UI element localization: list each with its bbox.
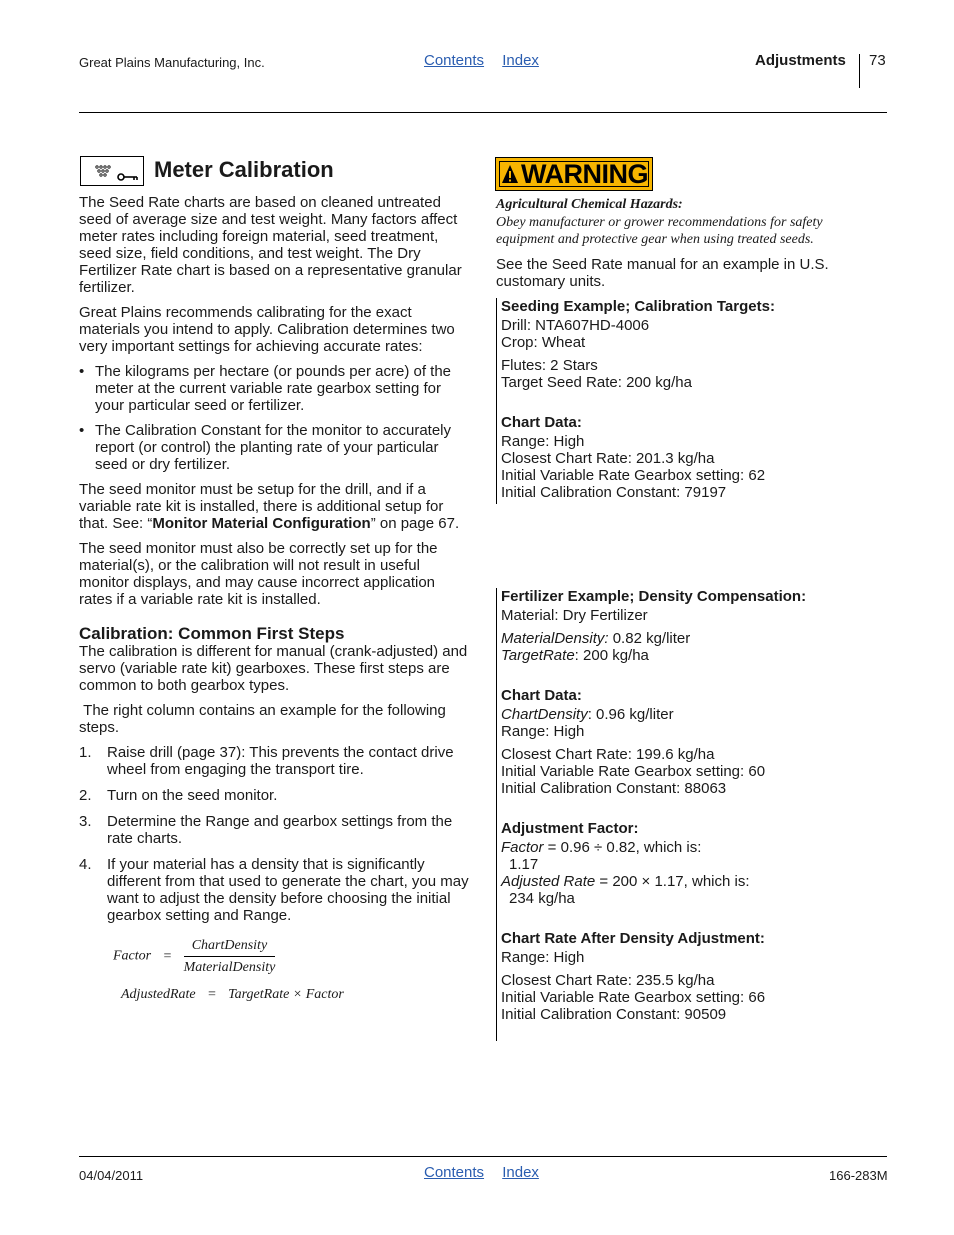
subheading-first-steps: Calibration: Common First Steps bbox=[79, 624, 345, 643]
step-text: Determine the Range and gearbox settings from the rate charts. bbox=[107, 813, 453, 847]
header-rule bbox=[79, 112, 887, 113]
formula-lhs: AdjustedRate bbox=[121, 987, 196, 1002]
list-item: • The Calibration Constant for the monitor to accurately report (or control) the planting rate of your particular seed or dry fertilizer. bbox=[79, 422, 471, 473]
header-divider bbox=[859, 54, 860, 88]
seeding-calibration-constant: Initial Calibration Constant: 79197 bbox=[501, 484, 727, 501]
example-note: The right column contains an example for the following steps. bbox=[79, 702, 451, 736]
us-units-note: See the Seed Rate manual for an example in U.S. customary units. bbox=[496, 256, 829, 290]
formula-equals: = bbox=[162, 948, 173, 964]
seeding-chart-heading: Chart Data: bbox=[501, 414, 582, 431]
formula-rhs: TargetRate × Factor bbox=[228, 987, 344, 1002]
seeding-crop: Crop: Wheat bbox=[501, 334, 586, 351]
seeding-heading: Seeding Example; Calibration Targets: bbox=[501, 298, 775, 315]
fertilizer-range: Range: High bbox=[501, 723, 585, 740]
formula-equals: = bbox=[207, 987, 217, 1002]
fertilizer-chart-density bbox=[501, 706, 886, 723]
seeding-flutes: Flutes: 2 Stars bbox=[501, 357, 598, 374]
monitor-paragraph: The seed monitor must also be correctly set up for the material(s), or the calibration will not result in useful monitor displays, and may cause incorrect application rates if a variable rate kit is installed. bbox=[79, 540, 438, 608]
target-label: TargetRate bbox=[501, 647, 575, 664]
settings-list bbox=[79, 363, 471, 473]
header-section-title: Adjustments bbox=[755, 52, 846, 69]
fertilizer-gearbox-setting: Initial Variable Rate Gearbox setting: 60 bbox=[501, 763, 766, 780]
factor-formula bbox=[113, 937, 275, 976]
footer-date: 04/04/2011 bbox=[79, 1168, 144, 1183]
factor-result: 1.17 bbox=[509, 856, 539, 873]
monitor-config-reference: Monitor Material Configuration bbox=[152, 515, 371, 532]
header-contents-link[interactable]: Contents bbox=[424, 52, 485, 69]
setup-text-c: ” on page 67. bbox=[370, 515, 460, 532]
hazard-heading: Agricultural Chemical Hazards: bbox=[496, 197, 683, 212]
section-title: Meter Calibration bbox=[154, 157, 334, 182]
hazard-text: Obey manufacturer or grower recommendations for safety equipment and protective gear when using treated seeds. bbox=[496, 215, 823, 247]
after-range: Range: High bbox=[501, 949, 585, 966]
density-label: MaterialDensity: bbox=[501, 630, 609, 647]
header-nav bbox=[424, 52, 553, 69]
step-number: 1. bbox=[79, 744, 92, 761]
formula-fraction bbox=[184, 937, 276, 976]
page-number: 73 bbox=[869, 52, 886, 69]
formula-numerator: ChartDensity bbox=[184, 937, 276, 957]
seeding-target: Target Seed Rate: 200 kg/ha bbox=[501, 374, 692, 391]
list-item bbox=[79, 813, 471, 847]
header-company: Great Plains Manufacturing, Inc. bbox=[79, 55, 265, 70]
intro-paragraph: The Seed Rate charts are based on cleaned untreated seed of average size and test weight. Many factors affect meter rates including foreign material, seed treatment, seed size, field conditions, and test weight. The Dry Fertilizer Rate chart is based on a representative granular fertilizer. bbox=[79, 194, 462, 296]
step-number: 4. bbox=[79, 856, 92, 873]
fertilizer-target bbox=[501, 647, 886, 664]
step-number: 2. bbox=[79, 787, 92, 804]
chart-density-value: : 0.96 kg/liter bbox=[587, 706, 674, 723]
step-number: 3. bbox=[79, 813, 92, 830]
warning-triangle-icon bbox=[501, 164, 519, 184]
header-index-link[interactable]: Index bbox=[502, 52, 539, 69]
list-item bbox=[79, 744, 471, 778]
fertilizer-calibration-constant: Initial Calibration Constant: 88063 bbox=[501, 780, 727, 797]
warning-label bbox=[495, 157, 653, 191]
fertilizer-density bbox=[501, 630, 886, 647]
after-closest-rate: Closest Chart Rate: 235.5 kg/ha bbox=[501, 972, 715, 989]
factor-label: Factor bbox=[501, 839, 544, 856]
left-column bbox=[79, 194, 471, 933]
seeding-closest-rate: Closest Chart Rate: 201.3 kg/ha bbox=[501, 450, 715, 467]
footer-nav bbox=[424, 1164, 553, 1181]
adjusted-rate-calc bbox=[501, 873, 886, 890]
adjusted-rate-label: Adjusted Rate bbox=[501, 873, 596, 890]
adjusted-rate-formula bbox=[121, 986, 344, 1003]
fertilizer-material: Material: Dry Fertilizer bbox=[501, 607, 648, 624]
footer-doc-code: 166-283M bbox=[829, 1168, 888, 1183]
factor-calc bbox=[501, 839, 886, 856]
adjusted-rate-result: 234 kg/ha bbox=[509, 890, 575, 907]
target-value: : 200 kg/ha bbox=[574, 647, 649, 664]
fertilizer-chart-heading: Chart Data: bbox=[501, 687, 582, 704]
list-item: • The kilograms per hectare (or pounds per acre) of the meter at the current variable rate gearbox setting for your particular seed or fertilizer. bbox=[79, 363, 471, 414]
seeding-drill: Drill: NTA607HD-4006 bbox=[501, 317, 650, 334]
seeding-gearbox-setting: Initial Variable Rate Gearbox setting: 62 bbox=[501, 467, 766, 484]
adjusted-rate-text: = 200 × 1.17, which is: bbox=[595, 873, 750, 890]
gearbox-paragraph: The calibration is different for manual (crank-adjusted) and servo (variable rate kit) gearboxes. These first steps are common to both gearbox types. bbox=[79, 643, 468, 694]
formula-denominator: MaterialDensity bbox=[183, 960, 276, 975]
steps-list bbox=[79, 744, 471, 924]
fertilizer-closest-rate: Closest Chart Rate: 199.6 kg/ha bbox=[501, 746, 715, 763]
seeding-range: Range: High bbox=[501, 433, 585, 450]
after-calibration-constant: Initial Calibration Constant: 90509 bbox=[501, 1006, 727, 1023]
setup-text-a: The seed monitor must be setup for the drill, and if a variable rate kit is installed, there is additional setup for that. See: “ bbox=[79, 481, 444, 532]
footer-index-link[interactable]: Index bbox=[502, 1164, 539, 1181]
meter-adjust-icon bbox=[80, 156, 144, 186]
step-text: Raise drill (page 37): This prevents the contact drive wheel from engaging the transport tire. bbox=[107, 744, 454, 778]
fertilizer-example-box bbox=[496, 588, 886, 1041]
setup-paragraph bbox=[79, 481, 471, 532]
density-value: 0.82 kg/liter bbox=[608, 630, 691, 647]
recommendation-paragraph: Great Plains recommends calibrating for the exact materials you intend to apply. Calibration determines two very important settings for achieving accurate rates: bbox=[79, 304, 455, 355]
after-gearbox-setting: Initial Variable Rate Gearbox setting: 66 bbox=[501, 989, 766, 1006]
warning-text: WARNING bbox=[521, 159, 648, 189]
step-text: If your material has a density that is significantly different from that used to generate the chart, you may want to adjust the density before choosing the initial gearbox setting and Range. bbox=[107, 856, 469, 924]
adjustment-factor-heading: Adjustment Factor: bbox=[501, 820, 639, 837]
factor-text: = 0.96 ÷ 0.82, which is: bbox=[543, 839, 702, 856]
seeding-example-box bbox=[496, 298, 886, 504]
step-text: Turn on the seed monitor. bbox=[107, 787, 278, 804]
fertilizer-heading: Fertilizer Example; Density Compensation: bbox=[501, 588, 807, 605]
footer-rule bbox=[79, 1156, 887, 1157]
after-adjustment-heading: Chart Rate After Density Adjustment: bbox=[501, 930, 765, 947]
list-item bbox=[79, 787, 471, 804]
formula-lhs: Factor bbox=[113, 948, 152, 964]
list-item bbox=[79, 856, 471, 924]
footer-contents-link[interactable]: Contents bbox=[424, 1164, 485, 1181]
chart-density-label: ChartDensity bbox=[501, 706, 588, 723]
